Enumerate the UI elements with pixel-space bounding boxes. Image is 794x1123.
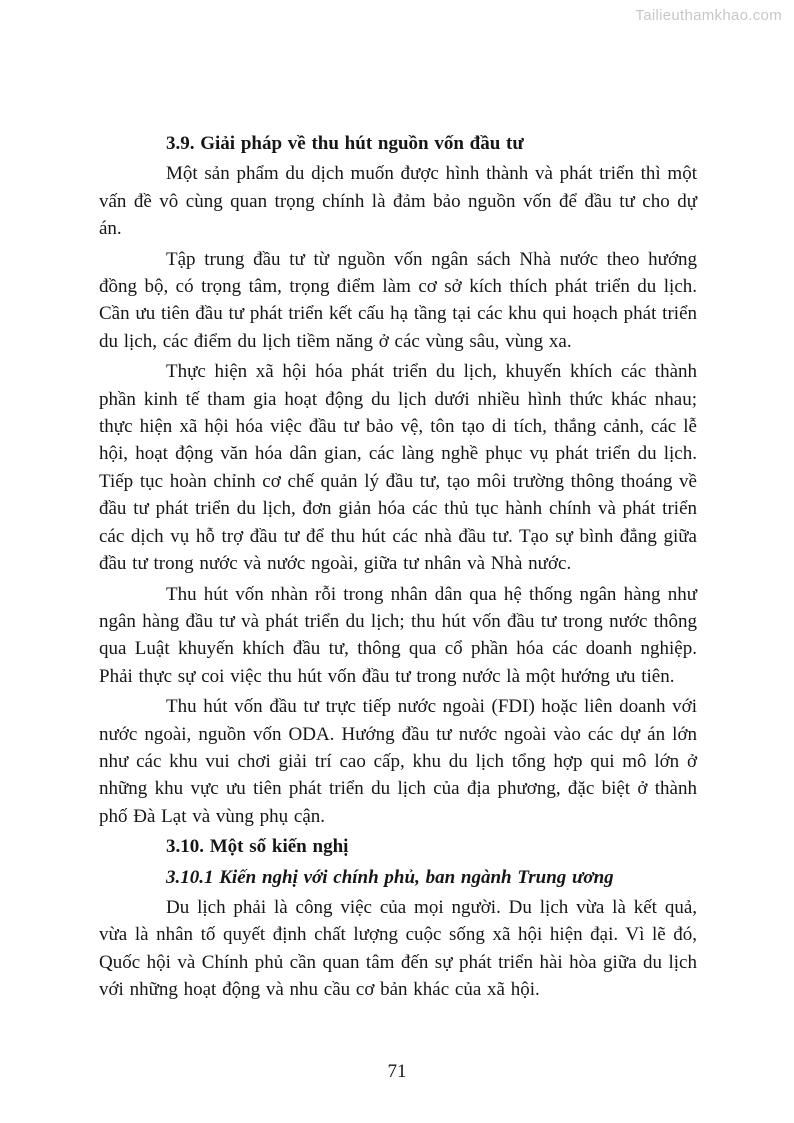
paragraph: Thu hút vốn đầu tư trực tiếp nước ngoài (FDI) hoặc liên doanh với nước ngoài, nguồn vốn ODA. Hướng đầu tư nước ngoài vào các dự án lớn như các khu vui chơi giải trí cao cấp, khu du lịch tổng hợp qui mô lớn ở những khu vực ưu tiên phát triển du lịch của địa phương, đặc biệt ở thành phố Đà Lạt và vùng phụ cận.: [99, 696, 697, 827]
page-content: [99, 130, 697, 1007]
paragraph: Du lịch phải là công việc của mọi người. Du lịch vừa là kết quả, vừa là nhân tố quyết định chất lượng cuộc sống xã hội hiện đại. Vì lẽ đó, Quốc hội và Chính phủ cần quan tâm đến sự phát triển hài hòa giữa du lịch với những hoạt động và nhu cầu cơ bản khác của xã hội.: [99, 896, 697, 1001]
section-3-9-heading: 3.9. Giải pháp về thu hút nguồn vốn đầu tư: [166, 133, 524, 154]
paragraph: Tập trung đầu tư từ nguồn vốn ngân sách Nhà nước theo hướng đồng bộ, có trọng tâm, trọng điểm làm cơ sở kích thích phát triển du lịch. Cần ưu tiên đầu tư phát triển kết cấu hạ tầng tại các khu qui hoạch phát triển du lịch, các điểm du lịch tiềm năng ở các vùng sâu, vùng xa.: [99, 248, 697, 352]
section-3-10-heading: 3.10. Một số kiến nghị: [166, 836, 349, 858]
paragraph: Thu hút vốn nhàn rỗi trong nhân dân qua hệ thống ngân hàng như ngân hàng đầu tư và phát triển du lịch; thu hút vốn đầu tư trong nước thông qua Luật khuyến khích đầu tư, thông qua cổ phần hóa các doanh nghiệp. Phải thực sự coi việc thu hút vốn đầu tư trong nước là một hướng ưu tiên.: [99, 583, 697, 687]
paragraph: Một sản phẩm du dịch muốn được hình thành và phát triển thì một vấn đề vô cùng quan trọng chính là đảm bảo nguồn vốn để đầu tư cho dự án.: [99, 163, 697, 240]
paragraph: Thực hiện xã hội hóa phát triển du lịch, khuyến khích các thành phần kinh tế tham gia hoạt động du lịch dưới nhiều hình thức khác nhau; thực hiện xã hội hóa việc đầu tư bảo vệ, tôn tạo di tích, thắng cảnh, các lễ hội, hoạt động văn hóa dân gian, các làng nghề phục vụ phát triển du lịch. Tiếp tục hoàn chỉnh cơ chế quản lý đầu tư, tạo môi trường thông thoáng về đầu tư phát triển du lịch, đơn giản hóa các thủ tục hành chính và phát triển các dịch vụ hỗ trợ đầu tư để thu hút các nhà đầu tư. Tạo sự bình đẳng giữa đầu tư trong nước và nước ngoài, giữa tư nhân và Nhà nước.: [99, 361, 697, 575]
watermark: Tailieuthamkhao.com: [635, 7, 782, 24]
section-3-10-1-subheading: 3.10.1 Kiến nghị với chính phủ, ban ngành Trung ương: [166, 866, 614, 888]
page-number: 71: [387, 1061, 407, 1082]
